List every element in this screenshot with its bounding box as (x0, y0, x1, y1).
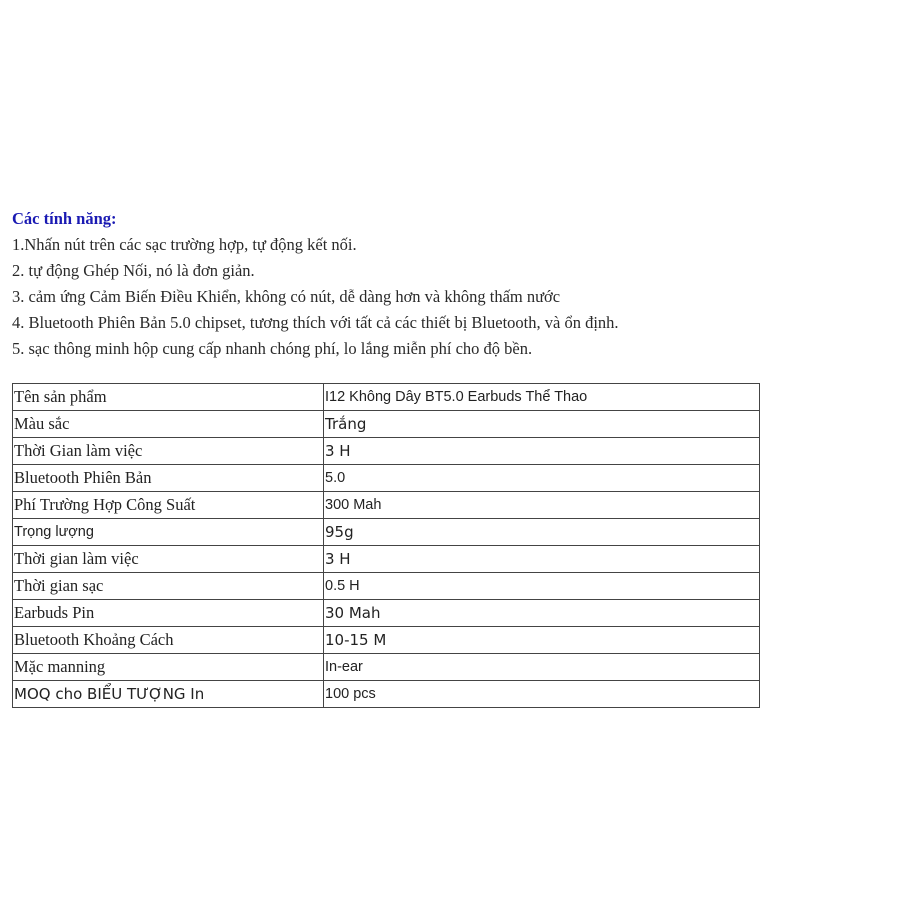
table-row (13, 384, 760, 411)
feature-item-5: 5. sạc thông minh hộp cung cấp nhanh chóng phí, lo lắng miễn phí cho độ bền. (12, 339, 533, 358)
spec-value-charge-time: 0.5 H (324, 573, 760, 600)
spec-label-weight: Trọng lượng (13, 519, 324, 546)
spec-value-working-time: 3 H (324, 438, 760, 465)
table-row (13, 681, 760, 708)
spec-label-color: Màu sắc (13, 411, 324, 438)
spec-label-case-capacity: Phí Trường Hợp Công Suất (13, 492, 324, 519)
table-row (13, 465, 760, 492)
spec-value-working-time-2: 3 H (324, 546, 760, 573)
spec-value-product-name: I12 Không Dây BT5.0 Earbuds Thể Thao (324, 384, 760, 411)
table-row (13, 411, 760, 438)
spec-value-bluetooth-version: 5.0 (324, 465, 760, 492)
features-section (12, 206, 892, 362)
spec-value-earbuds-battery: 30 Mah (324, 600, 760, 627)
table-row (13, 573, 760, 600)
features-title: Các tính năng: (12, 209, 117, 228)
spec-label-earbuds-battery: Earbuds Pin (13, 600, 324, 627)
spec-label-working-time-2: Thời gian làm việc (13, 546, 324, 573)
spec-label-bluetooth-version: Bluetooth Phiên Bản (13, 465, 324, 492)
feature-item-2: 2. tự động Ghép Nối, nó là đơn giản. (12, 261, 255, 280)
table-row (13, 627, 760, 654)
spec-label-charge-time: Thời gian sạc (13, 573, 324, 600)
table-row (13, 546, 760, 573)
spec-label-wearing: Mặc manning (13, 654, 324, 681)
spec-value-color: Trắng (324, 411, 760, 438)
spec-label-bluetooth-range: Bluetooth Khoảng Cách (13, 627, 324, 654)
spec-value-bluetooth-range: 10-15 M (324, 627, 760, 654)
feature-item-1: 1.Nhấn nút trên các sạc trường hợp, tự động kết nối. (12, 235, 357, 254)
table-row (13, 600, 760, 627)
table-row (13, 654, 760, 681)
feature-item-4: 4. Bluetooth Phiên Bản 5.0 chipset, tương thích với tất cả các thiết bị Bluetooth, và ổn định. (12, 313, 619, 332)
table-row (13, 438, 760, 465)
spec-label-working-time: Thời Gian làm việc (13, 438, 324, 465)
spec-label-product-name: Tên sản phẩm (13, 384, 324, 411)
spec-value-wearing: In-ear (324, 654, 760, 681)
spec-value-case-capacity: 300 Mah (324, 492, 760, 519)
spec-table (12, 383, 760, 708)
table-row (13, 519, 760, 546)
spec-value-weight: 95g (324, 519, 760, 546)
spec-value-moq: 100 pcs (324, 681, 760, 708)
feature-item-3: 3. cảm ứng Cảm Biến Điều Khiển, không có nút, dễ dàng hơn và không thấm nước (12, 287, 561, 306)
spec-label-moq: MOQ cho BIỂU TƯỢNG In (13, 681, 324, 708)
table-row (13, 492, 760, 519)
